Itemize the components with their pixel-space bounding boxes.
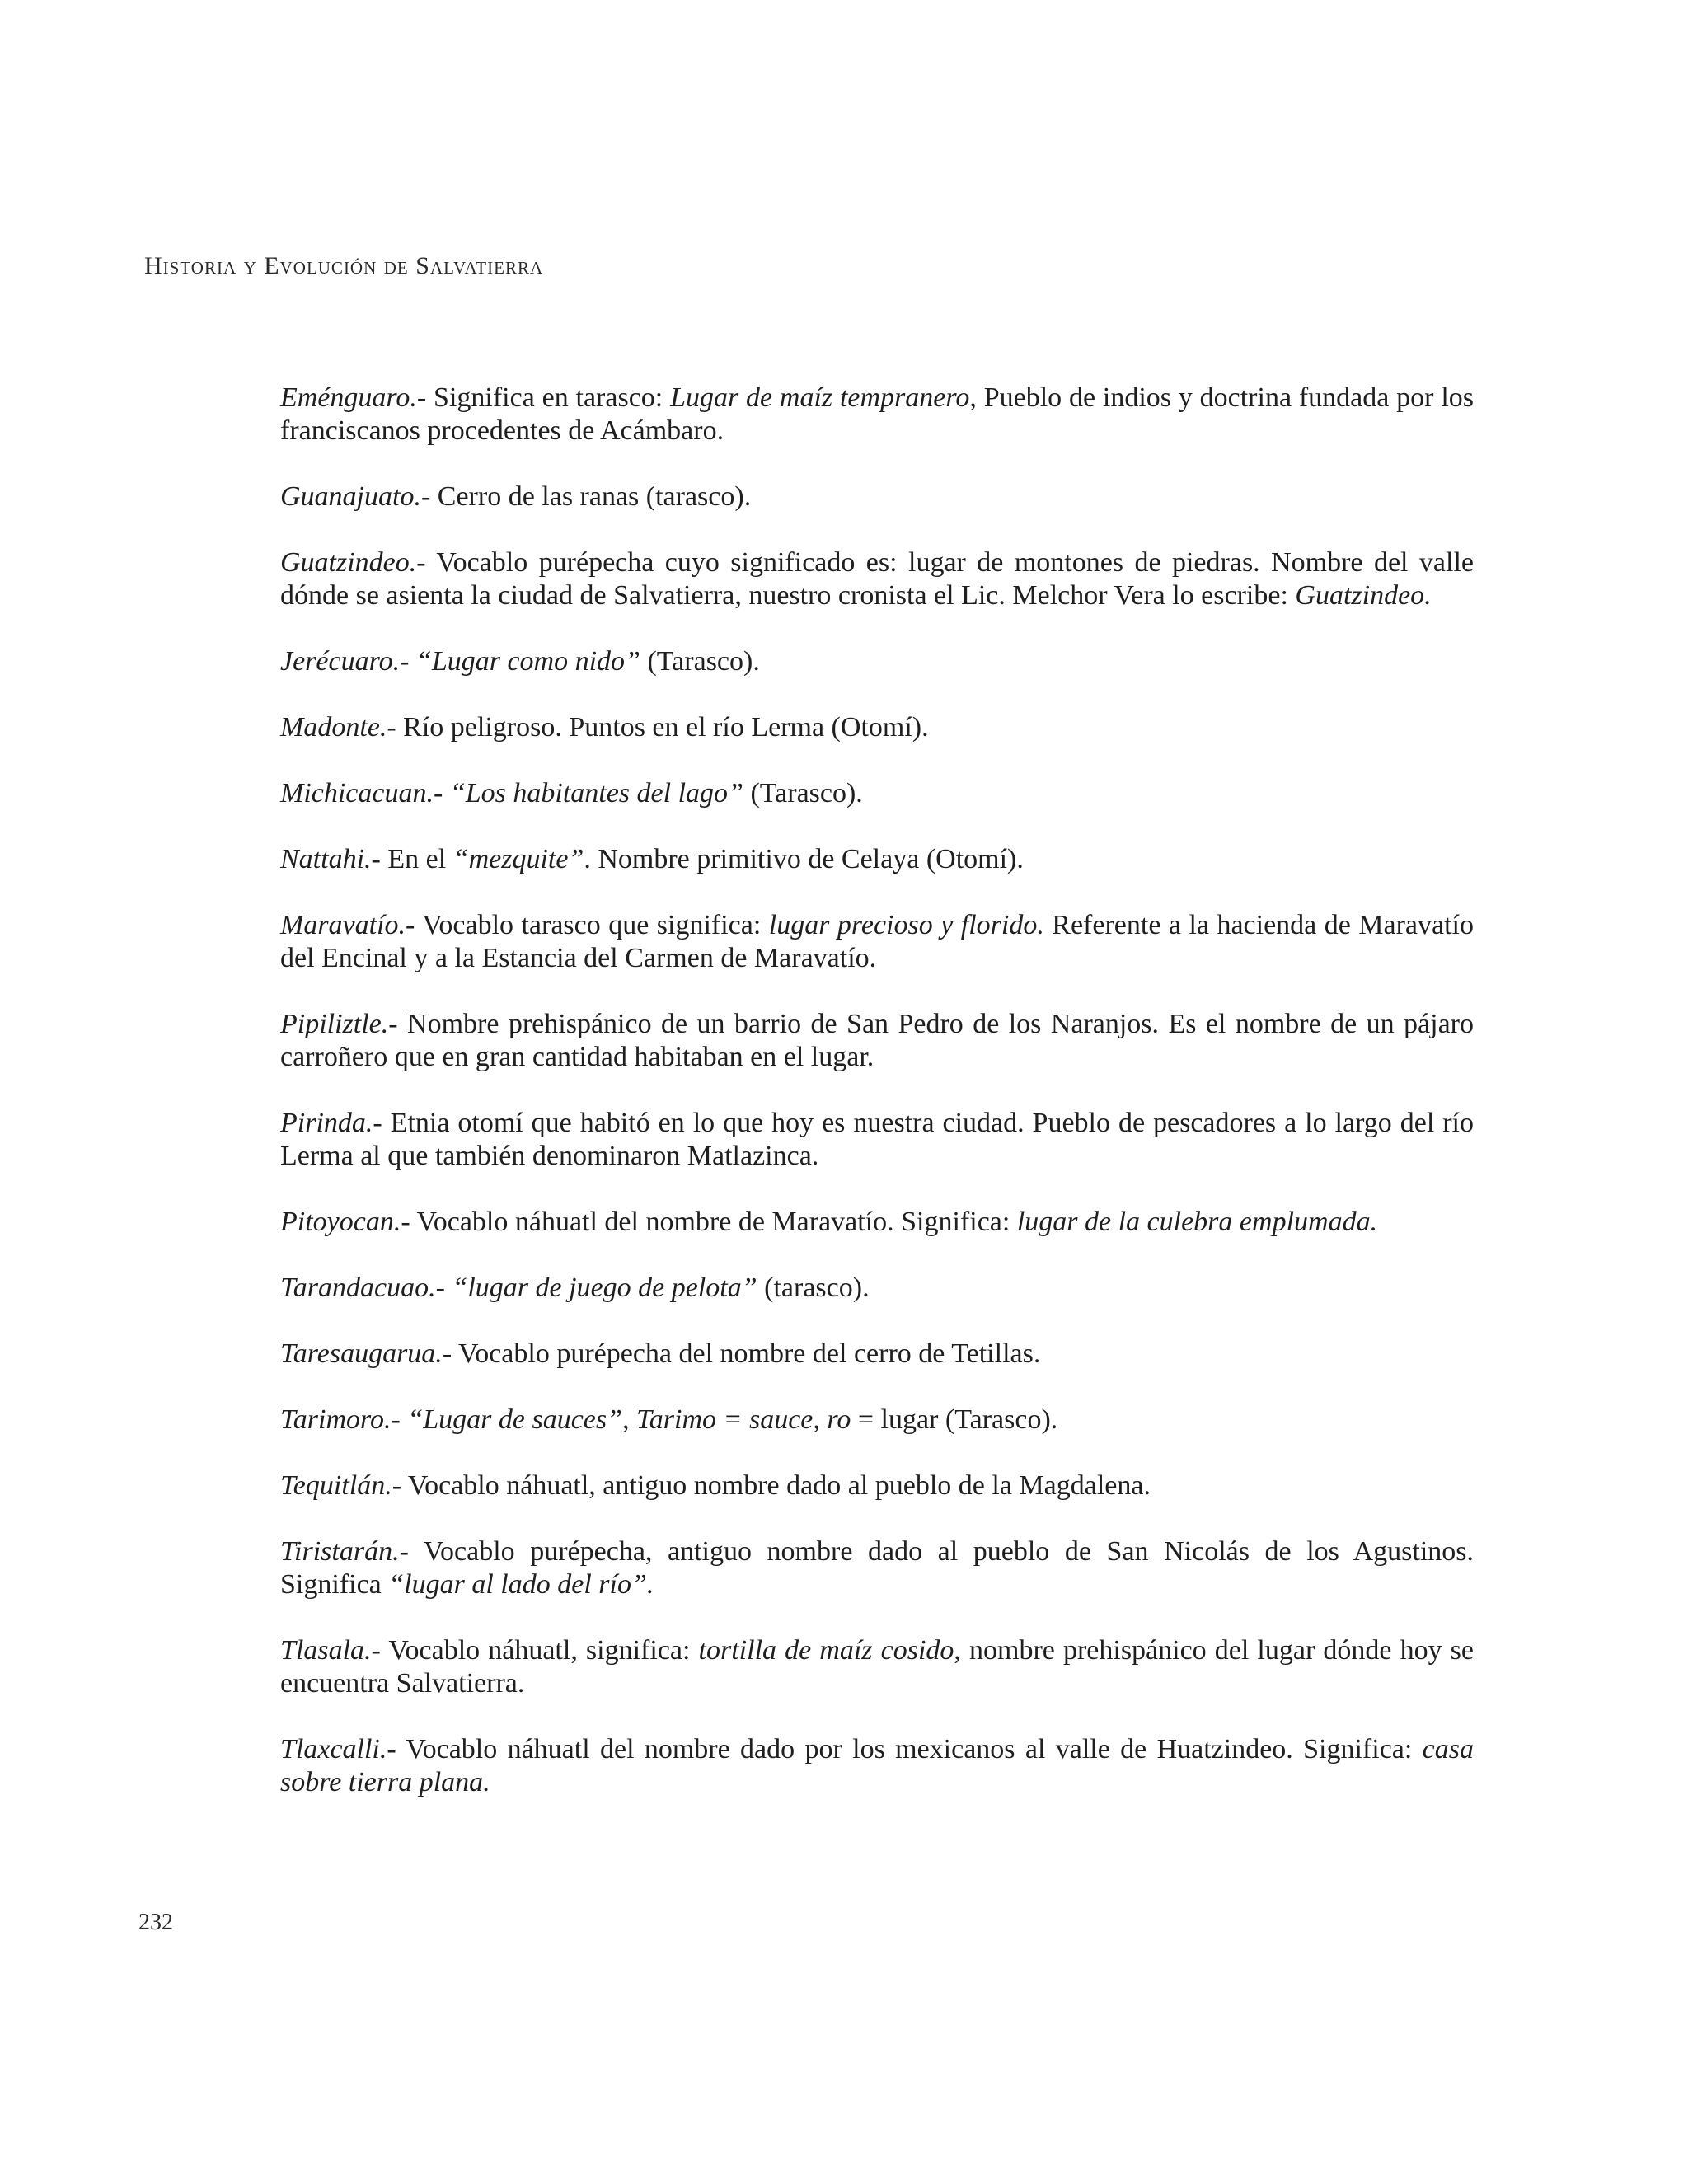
glossary-entry — [280, 1469, 1474, 1502]
entry-text: - Vocablo náhuatl, antiguo nombre dado al pueblo de la Magdalena. — [392, 1470, 1151, 1501]
entry-text: (Tarasco). — [743, 778, 863, 808]
entry-text: - Etnia otomí que habitó en lo que hoy es nuestra ciudad. Pueblo de pescadores a lo largo del río Lerma al que también denominaron Matlazinca. — [280, 1108, 1474, 1171]
glossary-entry — [280, 1535, 1474, 1601]
entry-term: Tequitlán. — [280, 1470, 392, 1501]
glossary-entry — [280, 546, 1474, 612]
glossary-entry — [280, 1634, 1474, 1700]
entry-text: - — [435, 1272, 452, 1303]
entry-text: , Pueblo de indios y doctrina fundada por los franciscanos procedentes de Acámbaro. — [280, 382, 1474, 446]
entry-text: = lugar (Tarasco). — [851, 1404, 1058, 1435]
entry-italic-text: lugar de la culebra emplumada. — [1016, 1207, 1378, 1237]
entry-term: Pipiliztle. — [280, 1009, 389, 1039]
entry-text: Referente a la hacienda de Maravatío del Encinal y a la Estancia del Carmen de Maravatío. — [280, 910, 1474, 973]
entry-italic-text: “lugar al lado del río”. — [388, 1569, 654, 1600]
entry-term: Michicacuan. — [280, 778, 434, 808]
entry-text: - Significa en tarasco: — [416, 382, 671, 413]
glossary-entry — [280, 1338, 1474, 1371]
entry-text: - — [391, 1404, 408, 1435]
entry-term: Tarandacuao. — [280, 1272, 436, 1303]
glossary-entry — [280, 1206, 1474, 1239]
entry-text: - Río peligroso. Puntos en el río Lerma (Otomí). — [387, 712, 929, 743]
entry-text: - Vocablo náhuatl del nombre de Maravatío. Significa: — [401, 1207, 1017, 1237]
entry-text: . Nombre primitivo de Celaya (Otomí). — [584, 844, 1024, 874]
entry-text: - Vocablo tarasco que significa: — [406, 910, 769, 940]
entry-italic-text: Guatzindeo. — [1295, 580, 1432, 611]
entry-term: Tlaxcalli. — [280, 1734, 387, 1765]
entry-term: Pirinda. — [280, 1108, 373, 1138]
glossary-entry — [280, 480, 1474, 513]
entry-italic-text: “Lugar de sauces”, Tarimo = sauce, ro — [407, 1404, 851, 1435]
glossary-entry — [280, 382, 1474, 448]
entry-term: Guanajuato. — [280, 481, 421, 512]
entry-text: - Vocablo náhuatl del nombre dado por los mexicanos al valle de Huatzindeo. Significa: — [387, 1734, 1423, 1765]
entry-text: - Nombre prehispánico de un barrio de San Pedro de los Naranjos. Es el nombre de un pájaro carroñero que en gran cantidad habitaban en el lugar. — [280, 1009, 1474, 1072]
entry-italic-text: casa sobre tierra plana. — [280, 1734, 1474, 1797]
entry-text: - En el — [371, 844, 453, 874]
entry-text: (Tarasco). — [640, 646, 760, 677]
glossary-entry — [280, 777, 1474, 810]
glossary-entry — [280, 1008, 1474, 1074]
entry-term: Tiristarán. — [280, 1536, 400, 1567]
entry-italic-text: lugar precioso y florido. — [768, 910, 1044, 940]
entry-italic-text: “Los habitantes del lago” — [449, 778, 743, 808]
entry-italic-text: Lugar de maíz tempranero — [670, 382, 970, 413]
glossary-entry — [280, 1733, 1474, 1799]
entry-term: Pitoyocan. — [280, 1207, 401, 1237]
glossary-entry — [280, 843, 1474, 876]
entry-text: - Cerro de las ranas (tarasco). — [420, 481, 752, 512]
entry-text: (tarasco). — [757, 1272, 870, 1303]
entry-italic-text: “lugar de juego de pelota” — [452, 1272, 757, 1303]
entry-term: Maravatío. — [280, 910, 406, 940]
entry-italic-text: tortilla de maíz cosido — [698, 1635, 954, 1666]
entry-term: Eménguaro. — [280, 382, 417, 413]
entry-term: Jerécuaro. — [280, 646, 401, 677]
entry-term: Guatzindeo. — [280, 547, 417, 578]
glossary-entry — [280, 909, 1474, 975]
entry-term: Taresaugarua. — [280, 1338, 443, 1369]
entry-term: Tarimoro. — [280, 1404, 392, 1435]
entry-text: - Vocablo purépecha cuyo significado es: lugar de montones de piedras. Nombre del valle dónde se asienta la ciudad de Salvatierra, nuestro cronista el Lic. Melchor Vera lo escribe: — [280, 547, 1474, 611]
running-header: Historia y Evolución de Salvatierra — [144, 252, 544, 279]
entry-text: - — [434, 778, 450, 808]
entry-text: - Vocablo purépecha del nombre del cerro de Tetillas. — [442, 1338, 1041, 1369]
glossary-entries — [280, 382, 1474, 1832]
glossary-entry — [280, 1272, 1474, 1305]
entry-text: - Vocablo purépecha, antiguo nombre dado al pueblo de San Nicolás de los Agustinos. Significa — [280, 1536, 1474, 1600]
glossary-entry — [280, 711, 1474, 744]
entry-italic-text: “mezquite” — [452, 844, 584, 874]
entry-term: Tlasala. — [280, 1635, 372, 1666]
glossary-entry — [280, 1107, 1474, 1173]
entry-term: Madonte. — [280, 712, 387, 743]
entry-italic-text: “Lugar como nido” — [415, 646, 640, 677]
glossary-entry — [280, 1404, 1474, 1436]
entry-text: - — [400, 646, 416, 677]
page-number: 232 — [138, 1910, 173, 1935]
glossary-entry — [280, 645, 1474, 678]
entry-term: Nattahi. — [280, 844, 372, 874]
entry-text: , nombre prehispánico del lugar dónde hoy se encuentra Salvatierra. — [280, 1635, 1474, 1699]
entry-text: - Vocablo náhuatl, significa: — [371, 1635, 699, 1666]
